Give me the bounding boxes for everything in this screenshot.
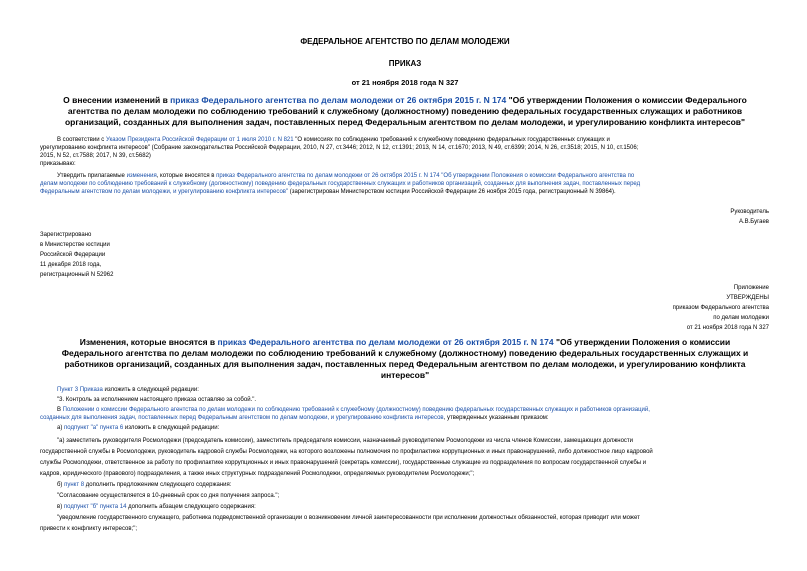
title-order-link[interactable]: приказ Федерального агентства по делам молодежи от 26 октября 2015 г. N 174 <box>170 95 507 105</box>
point-3-link[interactable]: Пункт 3 Приказа <box>57 387 103 393</box>
body-p6 <box>57 481 231 489</box>
preamble-line3: 2015, N 52, ст.7588; 2017, N 39, ст.5682) <box>40 153 151 159</box>
body-text: а) <box>57 425 65 431</box>
appendix-line1: Приложение <box>733 285 769 291</box>
body-p4 <box>57 424 219 432</box>
approve-line2 <box>40 180 640 188</box>
body-p2: "3. Контроль за исполнением настоящего приказа оставляю за собой.". <box>57 397 257 403</box>
approve-line1 <box>57 172 634 180</box>
order-174-link-cont[interactable]: делам молодежи по соблюдению требований к служебному (должностному) поведению федеральных государственных служащих и работников организаций, созданных для выполнения задач, поставленных перед <box>40 181 641 187</box>
changes-title-line1-rest: "Об утверждении Положения о комиссии <box>553 337 731 347</box>
changes-title-order-link[interactable]: приказ Федерального агентства по делам молодежи от 26 октября 2015 г. N 174 <box>217 337 554 347</box>
changes-link[interactable]: изменения <box>126 173 157 179</box>
body-p5-line2: государственной службы в Росмолодежи, руководитель кадровой службы Росмолодежи, на которого возложены полномочия по профилактике коррупционных и иных правонарушений, либо должностное лицо кадровой <box>40 449 653 455</box>
doc-type: ПРИКАЗ <box>388 59 422 68</box>
appendix-line5: от 21 ноября 2018 года N 327 <box>686 325 769 331</box>
body-text: изложить в следующей редакции: <box>123 425 220 431</box>
registration-line5: регистрационный N 52962 <box>40 272 114 278</box>
body-p7: "Согласование осуществляется в 10-дневный срок со дня получения запроса."; <box>57 493 280 499</box>
signature-name: А.В.Бугаев <box>738 219 769 225</box>
body-p5-line3: службы Росмолодежи, ответственное за работу по профилактике коррупционных и иных правонарушений (секретарь комиссии), государственные служащие из подразделения по вопросам государственной службы и <box>40 460 647 466</box>
doc-date: от 21 ноября 2018 года N 327 <box>351 78 459 87</box>
body-text: , утвержденных указанным приказом: <box>443 415 549 421</box>
body-text: в) <box>57 504 64 510</box>
body-p8 <box>57 503 256 511</box>
document-title <box>30 95 780 128</box>
changes-title-line3: работников организаций, созданных для выполнения задач, поставленных перед Федеральным агентством по делам молодежи, и урегулированию конфликта <box>64 359 746 369</box>
changes-title-line2: Федерального агентства по делам молодежи по соблюдению требований к служебному (должностному) поведению федеральных государственных служащих и <box>61 348 749 358</box>
body-p3-line2 <box>40 414 549 422</box>
changes-title <box>30 337 780 381</box>
point-8-link[interactable]: пункт 8 <box>64 482 85 488</box>
registration-line3: Российской Федерации <box>40 252 106 258</box>
subpoint-a-link[interactable]: подпункт "а" <box>64 425 99 431</box>
approve-text: Утвердить прилагаемые <box>57 173 127 179</box>
title-prefix: О внесении изменений в <box>63 95 171 105</box>
body-p3 <box>57 406 650 414</box>
title-line2: агентства по делам молодежи по соблюдению требований к служебному (должностному) поведению федеральных государственных служащих и работников <box>67 106 743 116</box>
preamble-text: "О комиссиях по соблюдению требований к служебному поведению федеральных государственных служащих и <box>293 137 610 143</box>
body-text: дополнить абзацем следующего содержания: <box>126 504 256 510</box>
appendix-line3: приказом Федерального агентства <box>672 305 769 311</box>
body-p9-line2: привести к конфликту интересов;"; <box>40 526 138 532</box>
changes-title-line4: интересов" <box>380 370 430 380</box>
changes-title-prefix: Изменения, которые вносятся в <box>79 337 218 347</box>
registration-line2: в Министерстве юстиции <box>40 242 110 248</box>
registration-line1: Зарегистрировано <box>40 232 92 238</box>
appendix-line2: УТВЕРЖДЕНЫ <box>726 295 769 301</box>
agency-name: ФЕДЕРАЛЬНОЕ АГЕНТСТВО ПО ДЕЛАМ МОЛОДЕЖИ <box>300 37 510 46</box>
body-text: б) <box>57 482 65 488</box>
body-p1 <box>57 386 199 394</box>
approve-line3 <box>40 188 616 196</box>
preamble-text: В соответствии с <box>57 137 106 143</box>
preamble-line2: урегулированию конфликта интересов" (Собрание законодательства Российской Федерации, 2010, N 27, ст.3446; 2012, N 12, ст.1391; 2013, N 14, ст.1670; 2013, N 49, ст.6399; 2014, N 26, ст.3518; 2015, N 10, ст.1506; <box>40 145 639 151</box>
title-line1-rest: "Об утверждении Положения о комиссии Федерального <box>506 95 747 105</box>
preamble-line4: приказываю: <box>40 161 76 167</box>
body-p5-line1: "а) заместитель руководителя Росмолодежи (председатель комиссии), заместитель председателя комиссии, назначаемый руководителем Росмолодежи из числа членов Комиссии, замещающих должности <box>57 438 634 444</box>
signature-position: Руководитель <box>730 209 769 215</box>
registration-line4: 11 декабря 2018 года, <box>40 262 102 268</box>
point-6-link[interactable]: пункта 6 <box>99 425 124 431</box>
approve-text: , которые вносятся в <box>156 173 217 179</box>
regulation-link[interactable]: Положении о комиссии Федерального агентства по делам молодежи по соблюдению требований к служебному (должностному) поведению федеральных государственных служащих и работников организаций, <box>62 407 650 413</box>
order-174-link-end[interactable]: Федеральным агентством по делам молодежи, и урегулированию конфликта интересов" <box>40 189 289 195</box>
body-text: дополнить предложением следующего содержания: <box>84 482 232 488</box>
regulation-link-cont[interactable]: созданных для выполнения задач, поставленных перед Федеральным агентством по делам молодежи, и урегулированию конфликта интересов <box>40 415 444 421</box>
body-p5-line4: кадров, юридического (правового) подразделения, а также иных структурных подразделений Росмолодежи, определяемых руководителем Росмолодежи;"; <box>40 471 475 477</box>
subpoint-b-link[interactable]: подпункт "б" <box>63 504 99 510</box>
body-p9-line1: "уведомление государственного служащего, работника подведомственной организации о возникновении личной заинтересованности при исполнении должностных обязанностей, которая приводит или может <box>57 515 640 521</box>
presidential-decree-link[interactable]: Указом Президента Российской Федерации от 1 июля 2010 г. N 821 <box>105 137 294 143</box>
body-text: изложить в следующей редакции: <box>102 387 199 393</box>
point-14-link[interactable]: пункта 14 <box>99 504 127 510</box>
preamble-line1 <box>57 136 610 144</box>
order-174-link[interactable]: приказ Федерального агентства по делам молодежи от 26 октября 2015 г. N 174 "Об утверждении Положения о комиссии Федерального агентства по <box>216 173 635 179</box>
title-line3: организаций, созданных для выполнения задач, поставленных перед Федеральным агентством по делам молодежи, и урегулированию конфликта интересов" <box>64 117 746 127</box>
appendix-line4: по делам молодежи <box>713 315 769 321</box>
approve-registration-text: (зарегистрирован Министерством юстиции Российской Федерации 26 ноября 2015 года, регистрационный N 39864). <box>288 189 616 195</box>
body-text: В <box>57 407 63 413</box>
